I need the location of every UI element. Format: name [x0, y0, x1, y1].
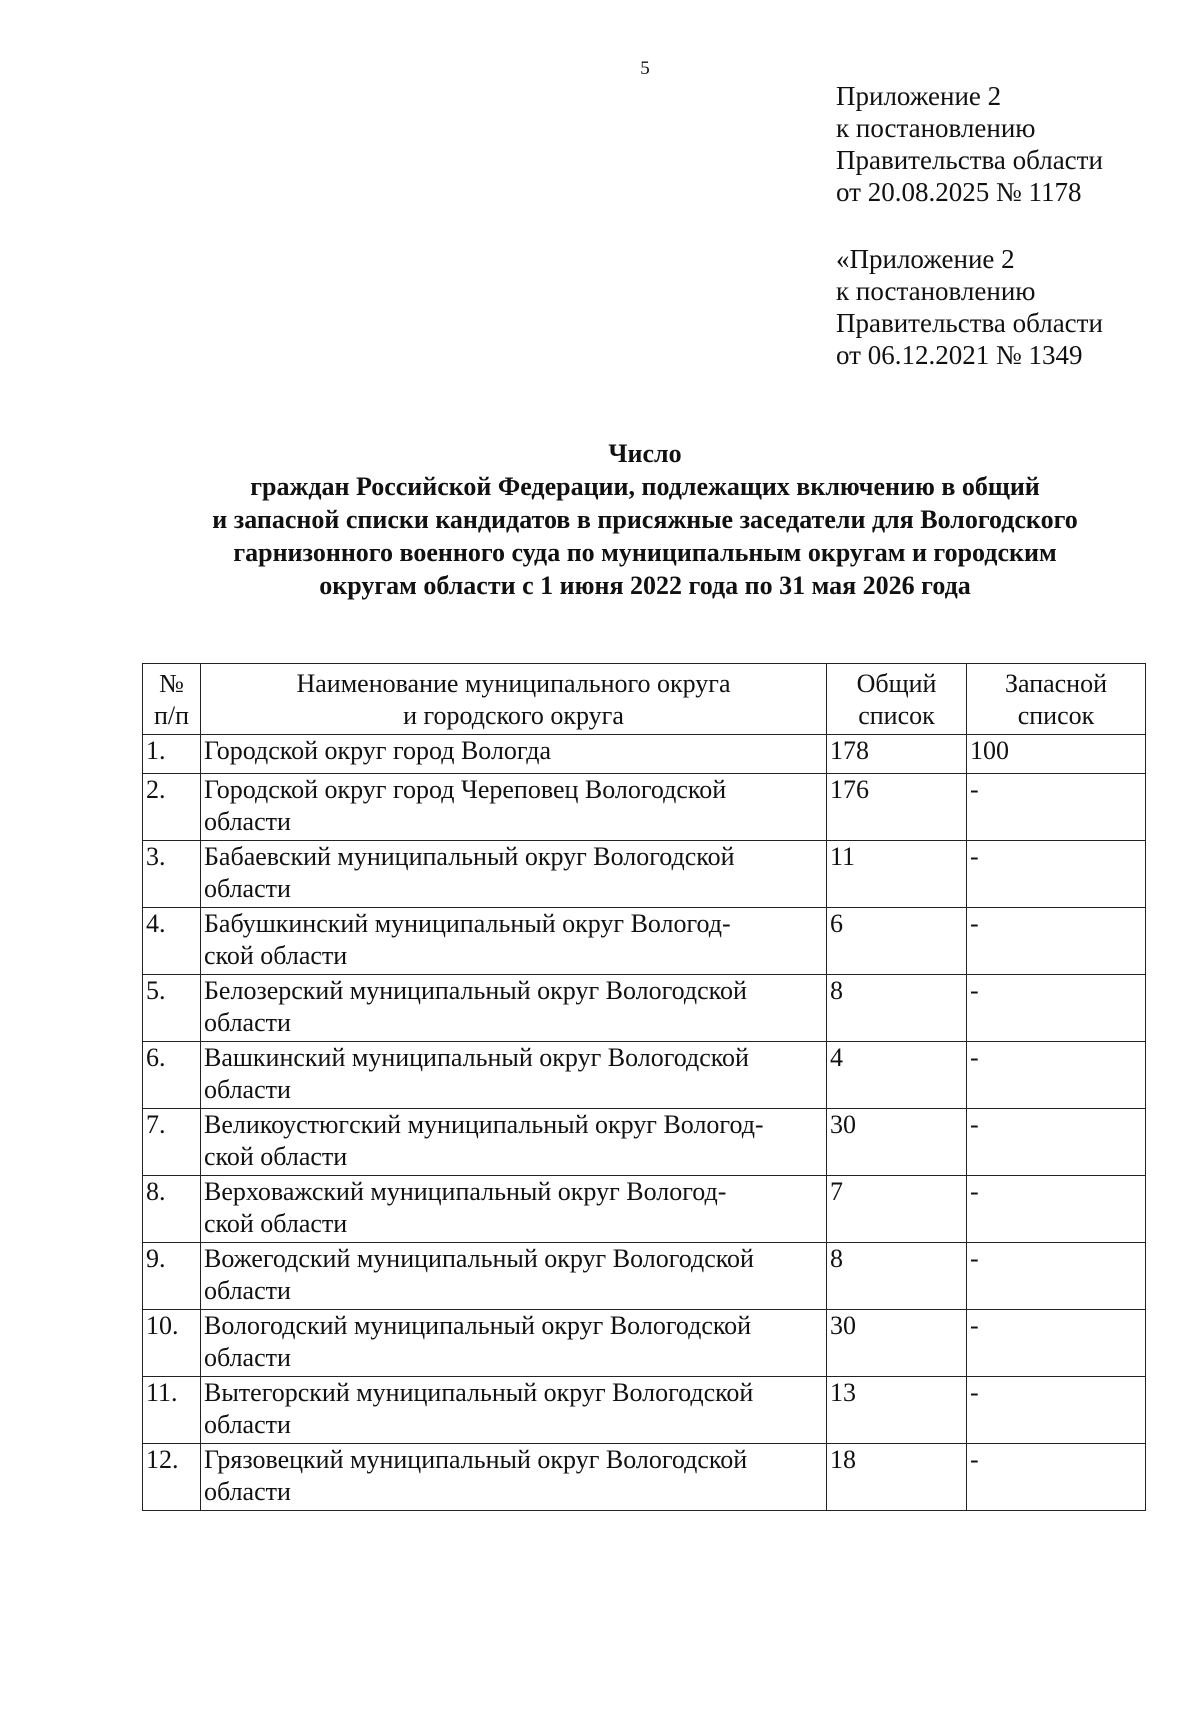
row-number: 1. — [143, 735, 201, 774]
approval-block-previous — [836, 243, 1103, 371]
districts-table — [142, 663, 1146, 1511]
reserve-list-count: - — [967, 1243, 1146, 1310]
approval-line: Правительства области — [836, 145, 1103, 175]
general-list-count: 30 — [827, 1109, 967, 1176]
reserve-list-count: - — [967, 1109, 1146, 1176]
row-number: 10. — [143, 1310, 201, 1377]
general-list-count: 30 — [827, 1310, 967, 1377]
row-number: 8. — [143, 1176, 201, 1243]
table-row — [143, 735, 1146, 774]
header-general-line2: список — [858, 701, 935, 730]
title-line: и запасной списки кандидатов в присяжные заседатели для Вологодского — [212, 505, 1078, 534]
district-name — [201, 1377, 827, 1444]
approval-line: к постановлению — [836, 113, 1036, 143]
district-name-line1: Грязовецкий муниципальный округ Вологодской — [204, 1445, 748, 1474]
district-name — [201, 774, 827, 841]
header-general-list — [827, 664, 967, 735]
table-body — [143, 735, 1146, 1511]
district-name-line2: ской области — [204, 1209, 348, 1238]
district-name-line2: ской области — [204, 1142, 348, 1171]
district-name-line1: Городской округ город Череповец Вологодской — [204, 775, 727, 804]
district-name-line1: Бабушкинский муниципальный округ Вологод- — [204, 909, 731, 938]
general-list-count: 176 — [827, 774, 967, 841]
general-list-count: 7 — [827, 1176, 967, 1243]
table-row — [143, 1444, 1146, 1511]
district-name-line2: области — [204, 807, 291, 836]
district-name — [201, 1109, 827, 1176]
table-row — [143, 1042, 1146, 1109]
general-list-count: 178 — [827, 735, 967, 774]
header-reserve-line2: список — [1017, 701, 1095, 730]
reserve-list-count: 100 — [967, 735, 1146, 774]
district-name-line2: области — [204, 1008, 291, 1037]
approval-line: к постановлению — [836, 276, 1036, 306]
district-name-line1: Бабаевский муниципальный округ Вологодской — [204, 842, 735, 871]
table-row — [143, 774, 1146, 841]
table-row — [143, 1176, 1146, 1243]
reserve-list-count: - — [967, 908, 1146, 975]
row-number: 9. — [143, 1243, 201, 1310]
header-number — [143, 664, 201, 735]
header-name — [201, 664, 827, 735]
row-number: 6. — [143, 1042, 201, 1109]
row-number: 5. — [143, 975, 201, 1042]
general-list-count: 18 — [827, 1444, 967, 1511]
row-number: 2. — [143, 774, 201, 841]
district-name-line1: Вожегодский муниципальный округ Вологодской — [204, 1244, 754, 1273]
district-name-line2: ской области — [204, 941, 348, 970]
district-name-line1: Городской округ город Вологда — [204, 736, 552, 765]
approval-line: «Приложение 2 — [836, 244, 1015, 274]
table-row — [143, 1243, 1146, 1310]
district-name — [201, 1042, 827, 1109]
title-line: Число — [608, 439, 682, 468]
reserve-list-count: - — [967, 1176, 1146, 1243]
title-line: округам области с 1 июня 2022 года по 31 мая 2026 года — [319, 571, 971, 600]
district-name — [201, 841, 827, 908]
district-name-line2: области — [204, 1410, 291, 1439]
reserve-list-count: - — [967, 841, 1146, 908]
header-number-line1: № — [159, 669, 184, 698]
reserve-list-count: - — [967, 975, 1146, 1042]
district-name — [201, 735, 827, 774]
approval-line: Приложение 2 — [836, 81, 1002, 111]
general-list-count: 13 — [827, 1377, 967, 1444]
district-name-line2: области — [204, 1276, 291, 1305]
row-number: 3. — [143, 841, 201, 908]
district-name-line2: области — [204, 1343, 291, 1372]
table-row — [143, 1310, 1146, 1377]
district-name-line1: Вашкинский муниципальный округ Вологодской — [204, 1043, 749, 1072]
reserve-list-count: - — [967, 1377, 1146, 1444]
header-reserve-line1: Запасной — [1004, 669, 1108, 698]
table-row — [143, 908, 1146, 975]
header-reserve-list — [967, 664, 1146, 735]
general-list-count: 4 — [827, 1042, 967, 1109]
general-list-count: 6 — [827, 908, 967, 975]
title-line: гарнизонного военного суда по муниципальным округам и городским — [233, 538, 1057, 567]
table-row — [143, 1377, 1146, 1444]
general-list-count: 11 — [827, 841, 967, 908]
approval-line: Правительства области — [836, 308, 1103, 338]
table-row — [143, 841, 1146, 908]
header-name-line1: Наименование муниципального округа — [296, 669, 731, 698]
district-name-line1: Вологодский муниципальный округ Вологодской — [204, 1311, 752, 1340]
district-name — [201, 1444, 827, 1511]
district-name — [201, 1243, 827, 1310]
general-list-count: 8 — [827, 1243, 967, 1310]
district-name-line2: области — [204, 1075, 291, 1104]
row-number: 7. — [143, 1109, 201, 1176]
page-number: 5 — [640, 58, 650, 79]
district-name-line1: Великоустюгский муниципальный округ Вологод- — [204, 1110, 764, 1139]
reserve-list-count: - — [967, 774, 1146, 841]
table-row — [143, 975, 1146, 1042]
district-name — [201, 908, 827, 975]
reserve-list-count: - — [967, 1444, 1146, 1511]
title-line: граждан Российской Федерации, подлежащих включению в общий — [250, 472, 1040, 501]
district-name-line2: области — [204, 1477, 291, 1506]
row-number: 11. — [143, 1377, 201, 1444]
approval-line: от 20.08.2025 № 1178 — [836, 177, 1082, 207]
row-number: 4. — [143, 908, 201, 975]
header-number-line2: п/п — [153, 701, 190, 730]
approval-line: от 06.12.2021 № 1349 — [836, 340, 1083, 370]
header-general-line1: Общий — [856, 669, 937, 698]
reserve-list-count: - — [967, 1042, 1146, 1109]
district-name — [201, 1176, 827, 1243]
table-row — [143, 1109, 1146, 1176]
district-name-line1: Верховажский муниципальный округ Вологод- — [204, 1177, 727, 1206]
header-name-line2: и городского округа — [403, 701, 624, 730]
row-number: 12. — [143, 1444, 201, 1511]
district-name — [201, 1310, 827, 1377]
district-name-line1: Белозерский муниципальный округ Вологодской — [204, 976, 747, 1005]
approval-block-current — [836, 80, 1103, 208]
general-list-count: 8 — [827, 975, 967, 1042]
document-title — [0, 437, 1200, 602]
reserve-list-count: - — [967, 1310, 1146, 1377]
district-name-line2: области — [204, 874, 291, 903]
district-name — [201, 975, 827, 1042]
table-header-row — [143, 664, 1146, 735]
district-name-line1: Вытегорский муниципальный округ Вологодской — [204, 1378, 754, 1407]
